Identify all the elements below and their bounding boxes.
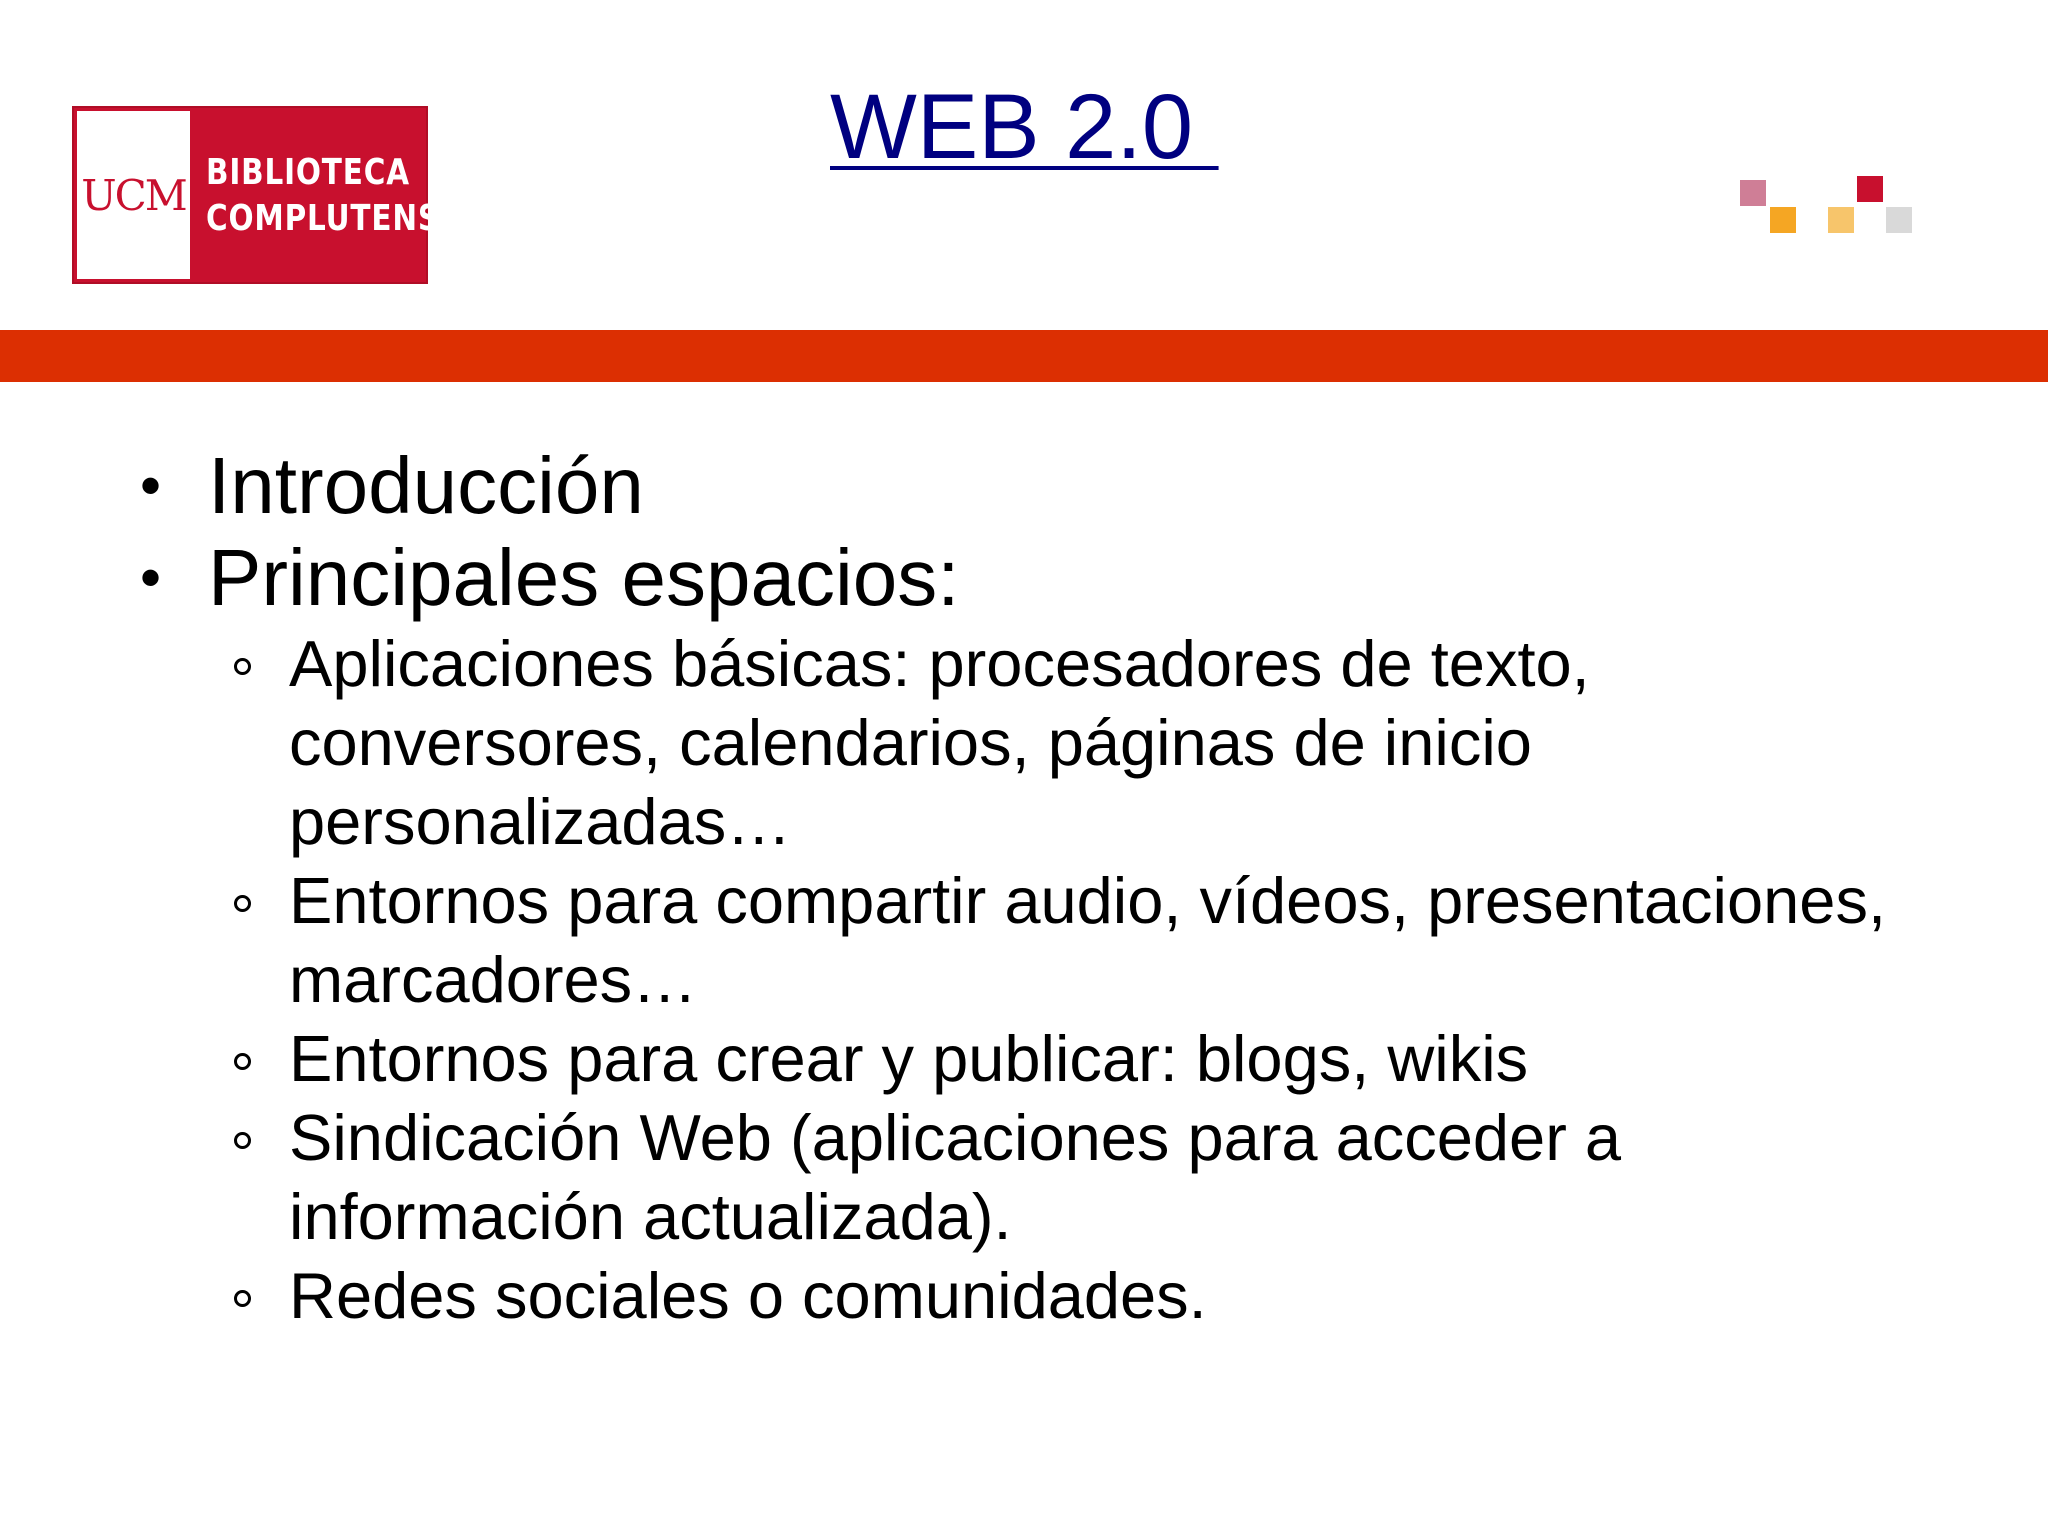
sub-bullet-text: Sindicación Web (aplicaciones para acceder a información actualizada).	[289, 1101, 1622, 1253]
slide-title: WEB 2.0	[830, 76, 1219, 178]
bullet-item	[140, 532, 1990, 624]
bullet-item	[140, 440, 1990, 532]
logo-line-2: COMPLUTENSE	[206, 198, 461, 239]
sub-bullet-text: Entornos para crear y publicar: blogs, wikis	[289, 1022, 1529, 1095]
bullet-ring-icon	[234, 1053, 251, 1070]
logo-line-1: BIBLIOTECA	[206, 152, 410, 193]
bullet-ring-icon	[234, 1132, 251, 1149]
deco-square-orange	[1770, 207, 1796, 233]
sub-bullet-text: Entornos para compartir audio, vídeos, presentaciones, marcadores…	[289, 864, 1887, 1016]
ucm-logo-mark	[77, 111, 190, 279]
bullet-ring-icon	[234, 1290, 251, 1307]
decorative-squares	[1740, 176, 1915, 238]
bullet-dot-icon: •	[140, 452, 162, 519]
bullet-dot-icon: •	[140, 544, 162, 611]
deco-square-red	[1857, 176, 1883, 202]
logo-text	[206, 150, 461, 242]
accent-bar	[0, 330, 2048, 382]
sub-bullet-item	[228, 1019, 1889, 1098]
sub-bullet-item	[228, 624, 1889, 861]
bullet-text: Principales espacios:	[208, 533, 960, 622]
sub-bullet-text: Aplicaciones básicas: procesadores de texto, conversores, calendarios, páginas de inicio personalizadas…	[289, 627, 1590, 858]
deco-square-light-orange	[1828, 207, 1854, 233]
deco-square-pink	[1740, 180, 1766, 206]
ucm-logo-mark-text: UCM	[81, 170, 186, 220]
bullet-ring-icon	[234, 895, 251, 912]
sub-bullet-item	[228, 861, 1889, 1019]
deco-square-grey	[1886, 207, 1912, 233]
slide-content	[140, 440, 1990, 1335]
sub-bullet-text: Redes sociales o comunidades.	[289, 1259, 1207, 1332]
sub-bullet-item	[228, 1256, 1889, 1335]
sub-bullet-item	[228, 1098, 1889, 1256]
bullet-text: Introducción	[208, 441, 644, 530]
biblioteca-complutense-logo	[72, 106, 461, 284]
bullet-ring-icon	[234, 658, 251, 675]
